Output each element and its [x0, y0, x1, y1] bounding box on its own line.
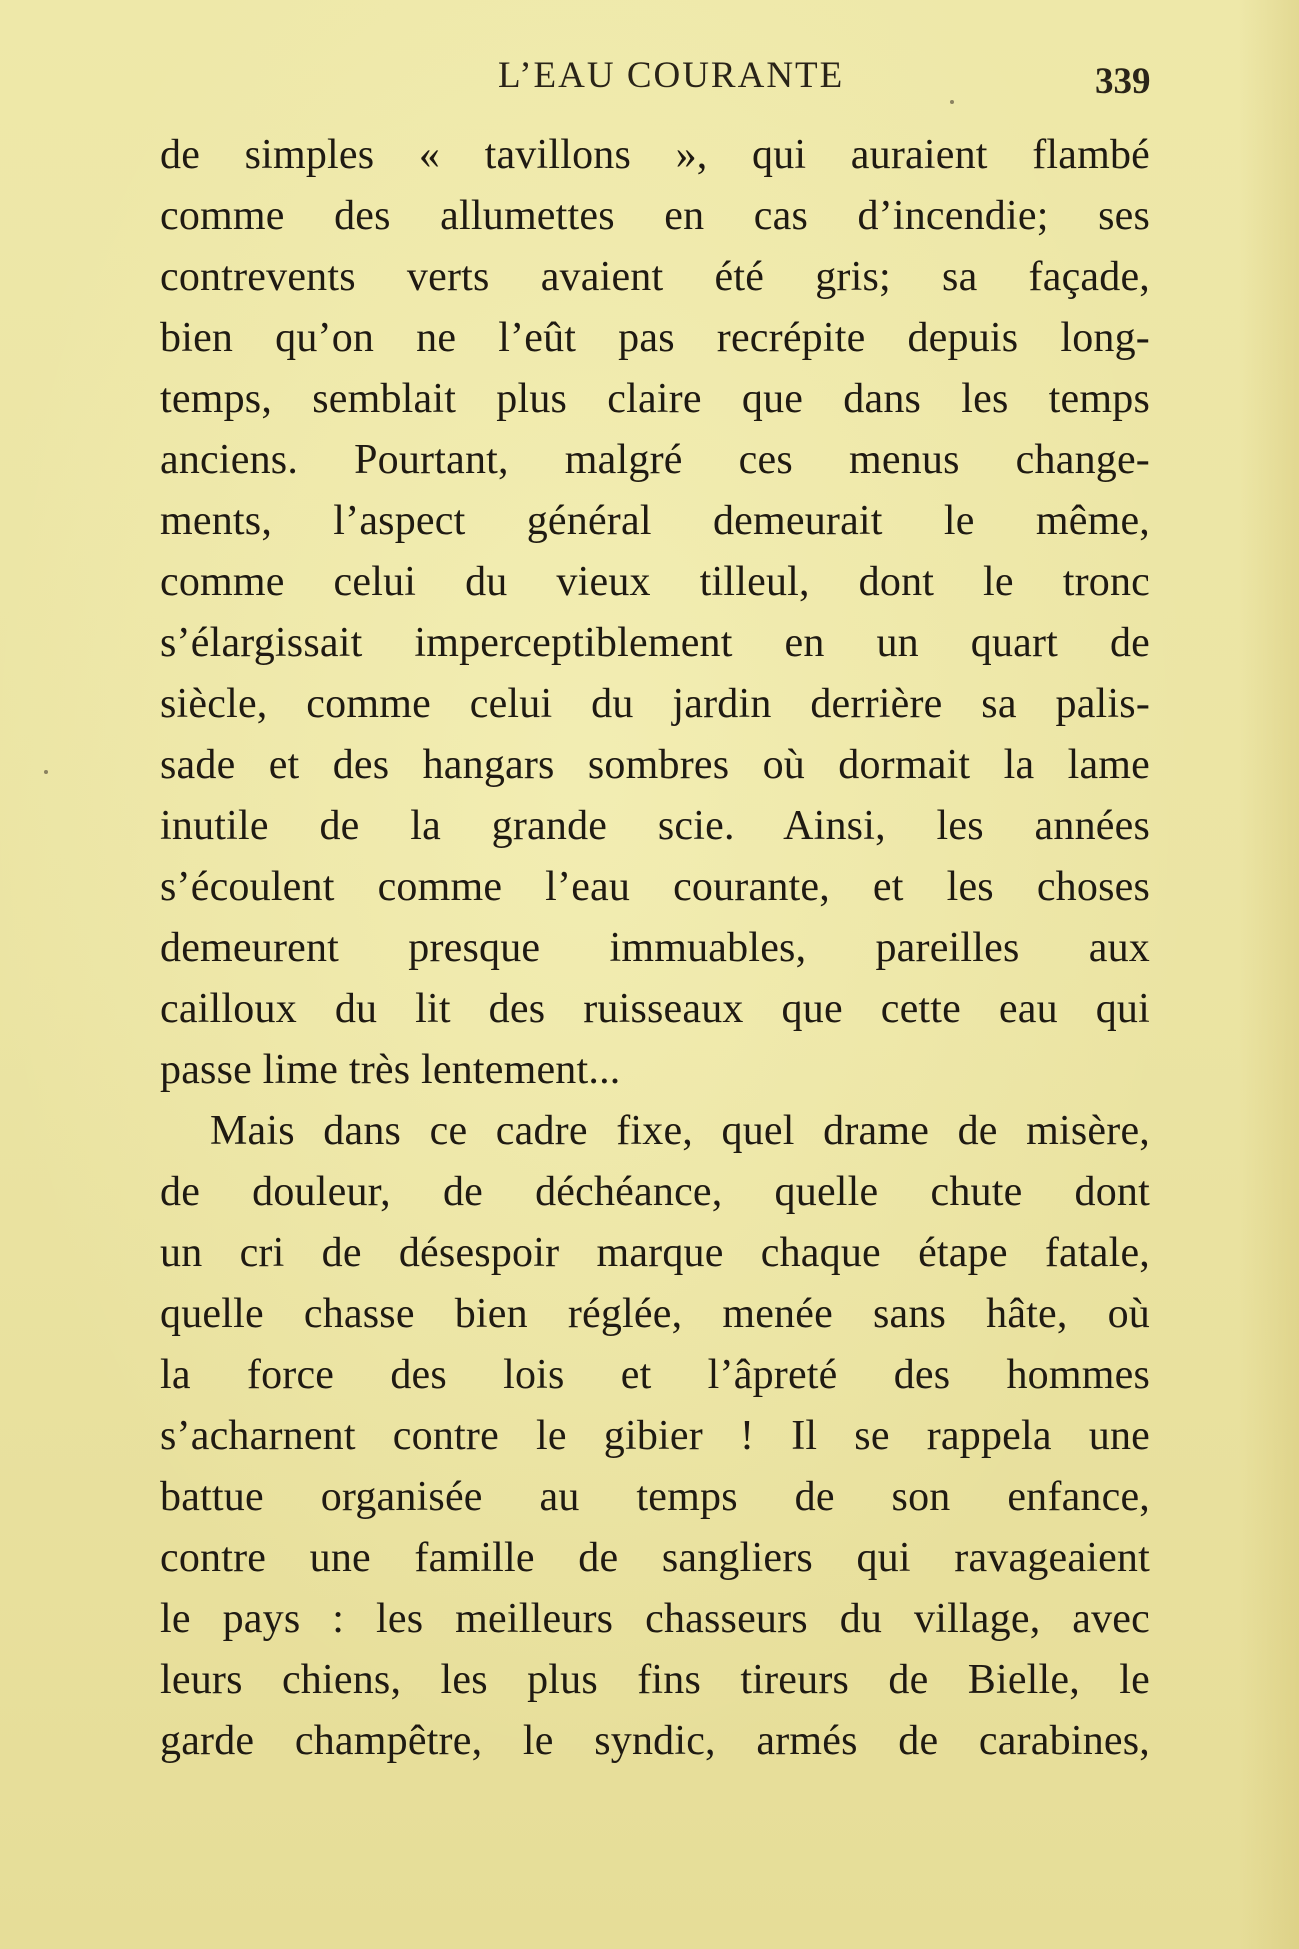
text-line: contrevents verts avaient été gris; sa façade,	[160, 254, 1150, 300]
text-line: Mais dans ce cadre fixe, quel drame de misère,	[210, 1108, 1150, 1154]
text-line: cailloux du lit des ruisseaux que cette eau qui	[160, 986, 1150, 1032]
paper-speck	[44, 770, 48, 774]
text-line: quelle chasse bien réglée, menée sans hâte, où	[160, 1291, 1150, 1337]
running-head	[0, 52, 1299, 102]
paragraph-1	[160, 125, 1150, 1101]
text-line: un cri de désespoir marque chaque étape fatale,	[160, 1230, 1150, 1276]
text-line: inutile de la grande scie. Ainsi, les années	[160, 803, 1150, 849]
text-line: la force des lois et l’âpreté des hommes	[160, 1352, 1150, 1398]
text-line: s’écoulent comme l’eau courante, et les choses	[160, 864, 1150, 910]
text-line: le pays : les meilleurs chasseurs du village, avec	[160, 1596, 1150, 1642]
text-line: anciens. Pourtant, malgré ces menus change-	[160, 437, 1150, 483]
text-line: temps, semblait plus claire que dans les temps	[160, 376, 1150, 422]
text-line: passe lime très lentement...	[160, 1047, 621, 1093]
text-line: comme celui du vieux tilleul, dont le tronc	[160, 559, 1150, 605]
text-line: bien qu’on ne l’eût pas recrépite depuis long-	[160, 315, 1150, 361]
text-line: ments, l’aspect général demeurait le même,	[160, 498, 1150, 544]
text-line: demeurent presque immuables, pareilles aux	[160, 925, 1150, 971]
paper-speck	[950, 100, 954, 104]
text-line: comme des allumettes en cas d’incendie; ses	[160, 193, 1150, 239]
text-line: de simples « tavillons », qui auraient flambé	[160, 132, 1150, 178]
text-line: siècle, comme celui du jardin derrière sa palis-	[160, 681, 1150, 727]
text-line: contre une famille de sangliers qui ravageaient	[160, 1535, 1150, 1581]
running-title: L’EAU COURANTE	[498, 55, 845, 96]
text-line: s’acharnent contre le gibier ! Il se rappela une	[160, 1413, 1150, 1459]
text-line: garde champêtre, le syndic, armés de carabines,	[160, 1718, 1150, 1764]
paragraph-2	[160, 1101, 1150, 1772]
page-number: 339	[1095, 61, 1151, 102]
text-line: battue organisée au temps de son enfance,	[160, 1474, 1150, 1520]
text-line: sade et des hangars sombres où dormait la lame	[160, 742, 1150, 788]
text-line: leurs chiens, les plus fins tireurs de Bielle, le	[160, 1657, 1150, 1703]
text-line: s’élargissait imperceptiblement en un quart de	[160, 620, 1150, 666]
text-line: de douleur, de déchéance, quelle chute dont	[160, 1169, 1150, 1215]
body-text	[160, 125, 1150, 1772]
